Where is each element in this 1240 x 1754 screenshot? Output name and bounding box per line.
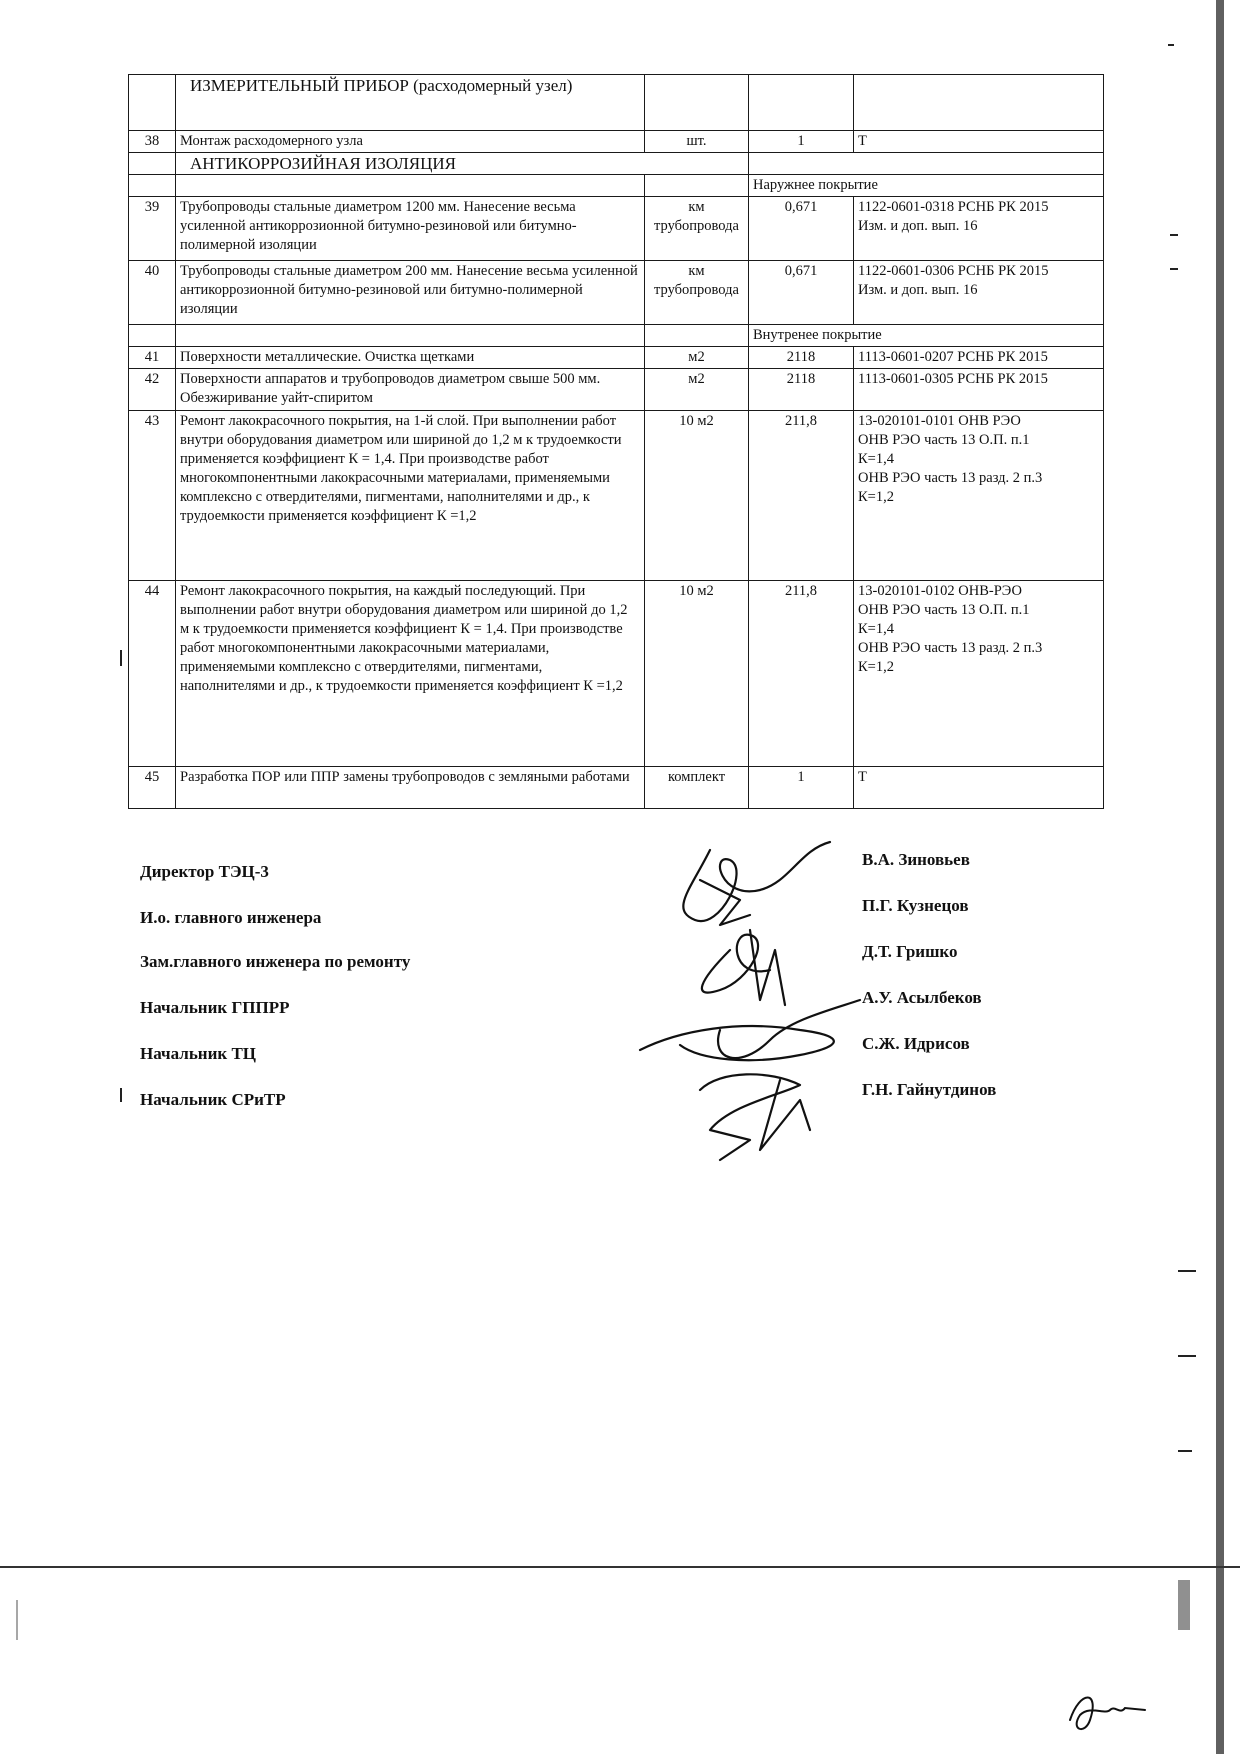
- signatory-position: Начальник ГППРР: [140, 998, 290, 1017]
- scan-edge-mark: [120, 1088, 122, 1102]
- unit-cell: [645, 325, 749, 347]
- signatory-name: П.Г. Кузнецов: [862, 896, 969, 915]
- work-description: Ремонт лакокрасочного покрытия, на каждый последующий. При выполнении работ внутри оборудования диаметром или шириной до 1,2 м к трудоемкости применяется коэффициент К = 1,4. При производстве работ многокомпонентными лакокрасочными материалами, применяемыми комплексно с отвердителями, пигментами, наполнителями и др., к трудоемкости применяется коэффициент К =1,2: [176, 581, 645, 767]
- unit-cell: комплект: [645, 767, 749, 809]
- quantity-cell: 211,8: [749, 411, 854, 581]
- row-number: 39: [129, 197, 176, 261]
- table-row: [129, 347, 1104, 369]
- unit-cell: шт.: [645, 131, 749, 153]
- work-description: [176, 325, 645, 347]
- row-number: [129, 75, 176, 131]
- quantity-cell: 0,671: [749, 261, 854, 325]
- row-number: 38: [129, 131, 176, 153]
- page-divider: [0, 1566, 1240, 1568]
- row-number: 42: [129, 369, 176, 411]
- section-title: ИЗМЕРИТЕЛЬНЫЙ ПРИБОР (расходомерный узел): [176, 75, 645, 131]
- table-row: [129, 261, 1104, 325]
- scan-edge-mark: [1178, 1270, 1196, 1272]
- work-description: Ремонт лакокрасочного покрытия, на 1-й слой. При выполнении работ внутри оборудования диаметром или шириной до 1,2 м к трудоемкости применяется коэффициент К = 1,4. При производстве работ многокомпонентными лакокрасочными материалами, применяемыми комплексно с отвердителями, пигментами, наполнителями и др., к трудоемкости применяется коэффициент К =1,2: [176, 411, 645, 581]
- scan-edge-mark: [1216, 0, 1224, 1754]
- norm-cell: 1113-0601-0207 РСНБ РК 2015: [854, 347, 1104, 369]
- unit-cell: м2: [645, 369, 749, 411]
- subsection-header: Наружнее покрытие: [749, 175, 1104, 197]
- quantity-cell: 1: [749, 131, 854, 153]
- scan-edge-mark: [1178, 1580, 1190, 1630]
- work-description: Поверхности металлические. Очистка щетками: [176, 347, 645, 369]
- section-title: АНТИКОРРОЗИЙНАЯ ИЗОЛЯЦИЯ: [176, 153, 749, 175]
- table-row: [129, 197, 1104, 261]
- norm-cell: 1122-0601-0318 РСНБ РК 2015 Изм. и доп. вып. 16: [854, 197, 1104, 261]
- unit-cell: 10 м2: [645, 581, 749, 767]
- work-description: Разработка ПОР или ППР замены трубопроводов с земляными работами: [176, 767, 645, 809]
- handwritten-initials: [1060, 1680, 1150, 1740]
- work-description: [176, 175, 645, 197]
- unit-cell: м2: [645, 347, 749, 369]
- scan-edge-mark: [1170, 268, 1178, 270]
- quantity-cell: 211,8: [749, 581, 854, 767]
- table-row: [129, 369, 1104, 411]
- work-description: Трубопроводы стальные диаметром 1200 мм. Нанесение весьма усиленной антикоррозионной битумно-резиновой или битумно-полимерной изоляции: [176, 197, 645, 261]
- table-row: [129, 767, 1104, 809]
- quantity-cell: 1: [749, 767, 854, 809]
- empty-cell: [749, 153, 1104, 175]
- norm-cell: 13-020101-0101 ОНВ РЭО ОНВ РЭО часть 13 О.П. п.1 К=1,4 ОНВ РЭО часть 13 разд. 2 п.3 К=1,2: [854, 411, 1104, 581]
- signatory-name: А.У. Асылбеков: [862, 988, 982, 1007]
- signatory-name: С.Ж. Идрисов: [862, 1034, 970, 1053]
- subsection-header: Внутренее покрытие: [749, 325, 1104, 347]
- quantity-cell: [749, 75, 854, 131]
- norm-cell: [854, 75, 1104, 131]
- table-row: [129, 175, 1104, 197]
- signatory-position: Директор ТЭЦ-3: [140, 862, 269, 881]
- signatory-position: Начальник ТЦ: [140, 1044, 257, 1063]
- row-number: [129, 175, 176, 197]
- scan-edge-mark: [120, 650, 122, 666]
- signatory-name: В.А. Зиновьев: [862, 850, 970, 869]
- scan-edge-mark: [16, 1600, 18, 1640]
- norm-cell: Т: [854, 131, 1104, 153]
- table-row: [129, 581, 1104, 767]
- row-number: 43: [129, 411, 176, 581]
- scan-edge-mark: [1168, 44, 1174, 46]
- row-number: 45: [129, 767, 176, 809]
- signatory-name: Д.Т. Гришко: [862, 942, 958, 961]
- row-number: 40: [129, 261, 176, 325]
- scan-edge-mark: [1178, 1450, 1192, 1452]
- unit-cell: [645, 175, 749, 197]
- row-number: 44: [129, 581, 176, 767]
- unit-cell: [645, 75, 749, 131]
- norm-cell: 13-020101-0102 ОНВ-РЭО ОНВ РЭО часть 13 О.П. п.1 К=1,4 ОНВ РЭО часть 13 разд. 2 п.3 К=1,2: [854, 581, 1104, 767]
- norm-cell: 1113-0601-0305 РСНБ РК 2015: [854, 369, 1104, 411]
- work-description: Трубопроводы стальные диаметром 200 мм. Нанесение весьма усиленной антикоррозионной битумно-резиновой или битумно-полимерной изоляции: [176, 261, 645, 325]
- works-table: [128, 74, 1104, 809]
- quantity-cell: 2118: [749, 369, 854, 411]
- signatory-position: Начальник СРиТР: [140, 1090, 286, 1109]
- quantity-cell: 2118: [749, 347, 854, 369]
- norm-cell: 1122-0601-0306 РСНБ РК 2015 Изм. и доп. вып. 16: [854, 261, 1104, 325]
- signatory-name: Г.Н. Гайнутдинов: [862, 1080, 997, 1099]
- work-description: Монтаж расходомерного узла: [176, 131, 645, 153]
- signatory-position: Зам.главного инженера по ремонту: [140, 952, 411, 971]
- table-row: [129, 411, 1104, 581]
- unit-cell: км трубопровода: [645, 261, 749, 325]
- table-row: [129, 131, 1104, 153]
- quantity-cell: 0,671: [749, 197, 854, 261]
- unit-cell: 10 м2: [645, 411, 749, 581]
- handwritten-signatures: [600, 830, 880, 1170]
- table-row: [129, 153, 1104, 175]
- row-number: [129, 325, 176, 347]
- scan-edge-mark: [1170, 234, 1178, 236]
- scan-edge-mark: [1178, 1355, 1196, 1357]
- signatory-position: И.о. главного инженера: [140, 908, 322, 927]
- row-number: [129, 153, 176, 175]
- work-description: Поверхности аппаратов и трубопроводов диаметром свыше 500 мм. Обезжиривание уайт-спиритом: [176, 369, 645, 411]
- table-row: [129, 325, 1104, 347]
- unit-cell: км трубопровода: [645, 197, 749, 261]
- norm-cell: Т: [854, 767, 1104, 809]
- row-number: 41: [129, 347, 176, 369]
- table-row: [129, 75, 1104, 131]
